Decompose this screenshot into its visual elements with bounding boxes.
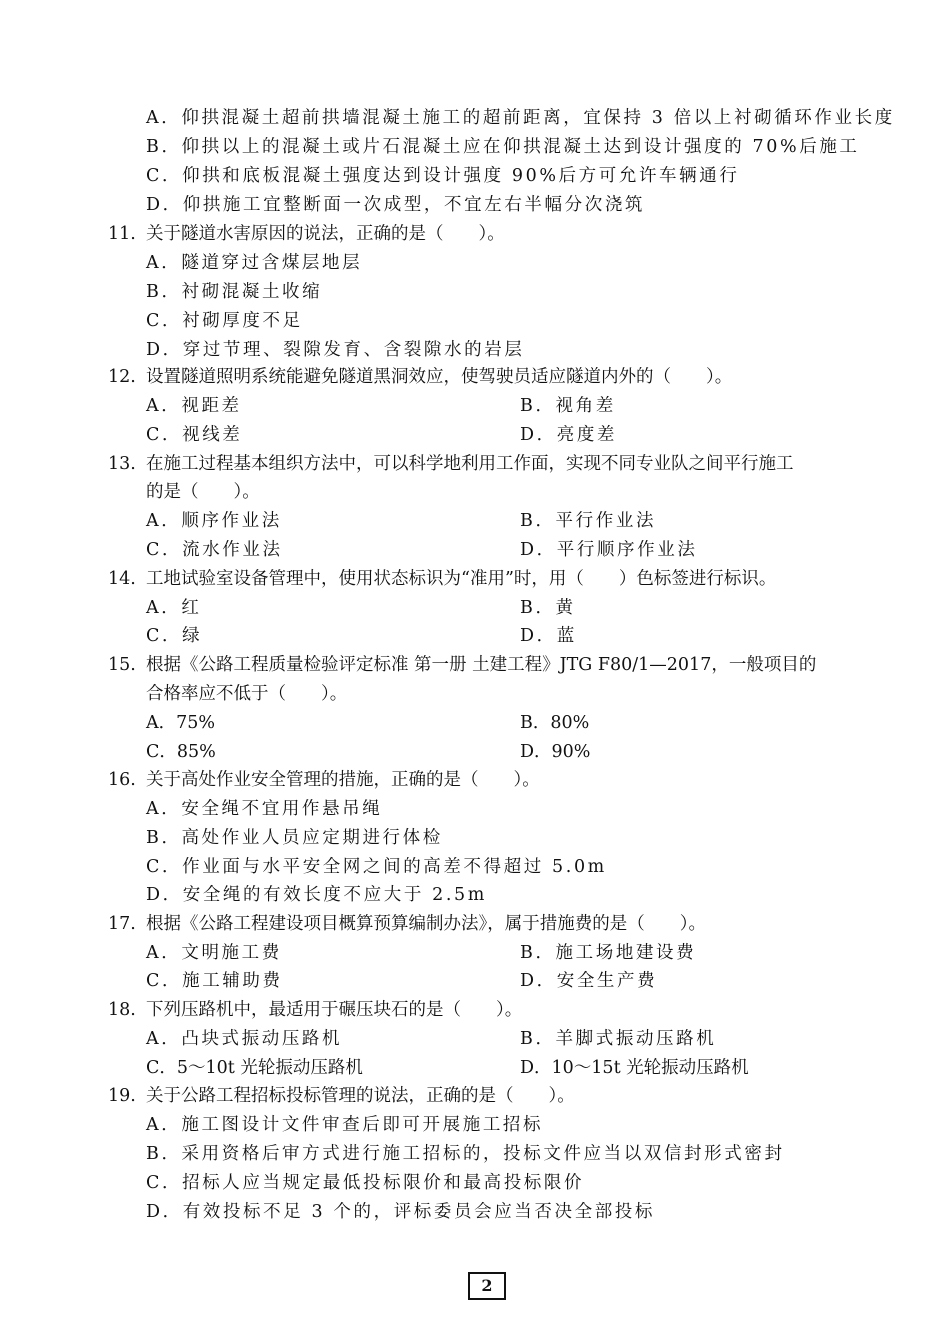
option-b: B．采用资格后审方式进行施工招标的，投标文件应当以双信封形式密封: [146, 1144, 785, 1164]
option-a: A．文明施工费: [146, 943, 282, 963]
option-d: D．90%: [520, 742, 591, 762]
question-stem-continued: 的是（ ）。: [146, 482, 260, 502]
prev-option-c: C．仰拱和底板混凝土强度达到设计强度 90%后方可允许车辆通行: [146, 166, 740, 186]
option-b: B．羊脚式振动压路机: [520, 1029, 717, 1049]
question-stem: 工地试验室设备管理中，使用状态标识为“准用”时，用（ ）色标签进行标识。: [146, 569, 777, 589]
option-b: B．施工场地建设费: [520, 943, 697, 963]
option-d: D．安全绳的有效长度不应大于 2.5m: [146, 885, 487, 905]
question-stem: 关于高处作业安全管理的措施，正确的是（ ）。: [146, 770, 540, 790]
question-stem: 根据《公路工程建设项目概算预算编制办法》，属于措施费的是（ ）。: [146, 914, 706, 934]
question-stem: 根据《公路工程质量检验评定标准 第一册 土建工程》JTG F80/1—2017，一般项目的: [146, 655, 817, 675]
option-b: B．80%: [520, 713, 590, 733]
question-number: 13.: [108, 454, 136, 474]
option-d: D．安全生产费: [520, 971, 658, 991]
option-a: A．75%: [146, 713, 216, 733]
option-a: A．隧道穿过含煤层地层: [146, 253, 363, 273]
option-a: A．红: [146, 598, 202, 618]
option-c: C．作业面与水平安全网之间的高差不得超过 5.0m: [146, 857, 607, 877]
question-number: 17.: [108, 914, 136, 934]
question-number: 18.: [108, 1000, 136, 1020]
option-d: D．蓝: [520, 626, 577, 646]
option-b: B．高处作业人员应定期进行体检: [146, 828, 443, 848]
prev-option-a: A．仰拱混凝土超前拱墙混凝土施工的超前距离，宜保持 3 倍以上衬砌循环作业长度: [146, 108, 895, 128]
question-stem: 下列压路机中，最适用于碾压块石的是（ ）。: [146, 1000, 523, 1020]
question-number: 15.: [108, 655, 136, 675]
option-c: C．流水作业法: [146, 540, 283, 560]
option-d: D．穿过节理、裂隙发育、含裂隙水的岩层: [146, 340, 525, 360]
option-a: A．凸块式振动压路机: [146, 1029, 343, 1049]
option-c: C．85%: [146, 742, 216, 762]
question-stem: 关于公路工程招标投标管理的说法，正确的是（ ）。: [146, 1086, 575, 1106]
option-a: A．施工图设计文件审查后即可开展施工招标: [146, 1115, 544, 1135]
option-d: D．有效投标不足 3 个的，评标委员会应当否决全部投标: [146, 1202, 655, 1222]
option-c: C．招标人应当规定最低投标限价和最高投标限价: [146, 1173, 585, 1193]
question-stem-continued: 合格率应不低于（ ）。: [146, 684, 348, 704]
option-d: D．10～15t 光轮振动压路机: [520, 1058, 749, 1078]
option-c: C．绿: [146, 626, 203, 646]
option-c: C．视线差: [146, 425, 243, 445]
question-stem: 关于隧道水害原因的说法，正确的是（ ）。: [146, 224, 505, 244]
option-a: A．顺序作业法: [146, 511, 282, 531]
option-a: A．视距差: [146, 396, 242, 416]
option-a: A．安全绳不宜用作悬吊绳: [146, 799, 383, 819]
option-b: B．视角差: [520, 396, 616, 416]
option-c: C．施工辅助费: [146, 971, 283, 991]
prev-option-b: B．仰拱以上的混凝土或片石混凝土应在仰拱混凝土达到设计强度的 70%后施工: [146, 137, 860, 157]
option-b: B．黄: [520, 598, 576, 618]
question-number: 12.: [108, 367, 136, 387]
option-d: D．亮度差: [520, 425, 618, 445]
question-stem: 设置隧道照明系统能避免隧道黑洞效应，使驾驶员适应隧道内外的（ ）。: [146, 367, 733, 387]
option-c: C．5～10t 光轮振动压路机: [146, 1058, 363, 1078]
option-b: B．衬砌混凝土收缩: [146, 282, 323, 302]
question-number: 14.: [108, 569, 136, 589]
option-b: B．平行作业法: [520, 511, 657, 531]
option-d: D．平行顺序作业法: [520, 540, 698, 560]
option-c: C．衬砌厚度不足: [146, 311, 303, 331]
prev-option-d: D．仰拱施工宜整断面一次成型，不宜左右半幅分次浇筑: [146, 195, 646, 215]
question-number: 11.: [108, 224, 136, 244]
question-stem: 在施工过程基本组织方法中，可以科学地利用工作面，实现不同专业队之间平行施工: [146, 454, 794, 474]
question-number: 16.: [108, 770, 136, 790]
question-number: 19.: [108, 1086, 136, 1106]
page-number: 2: [468, 1272, 506, 1300]
